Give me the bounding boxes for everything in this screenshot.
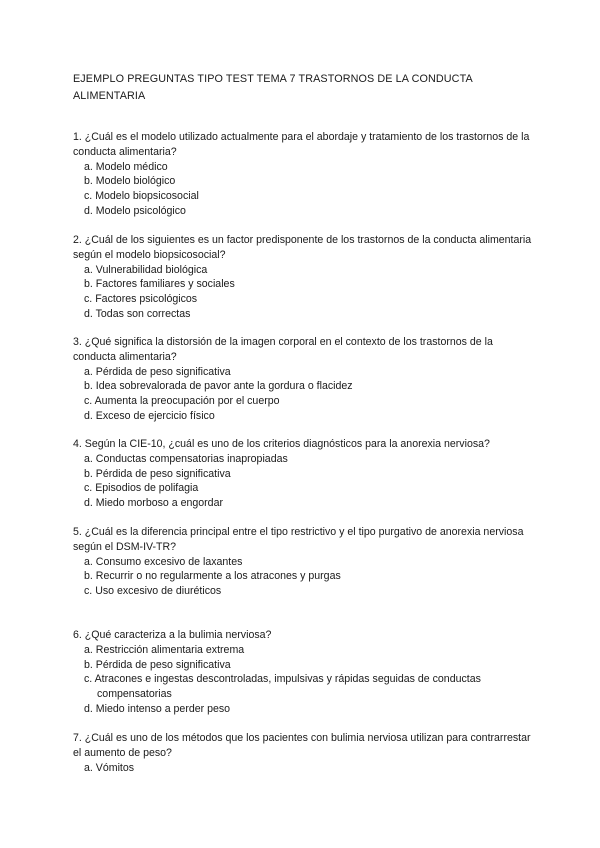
question-4	[73, 437, 535, 511]
option-3d: d. Exceso de ejercicio físico	[84, 409, 215, 422]
question-1-options	[73, 160, 535, 219]
option-2a: a. Vulnerabilidad biológica	[84, 263, 208, 276]
option-2b: b. Factores familiares y sociales	[84, 278, 235, 291]
question-1-text: 1. ¿Cuál es el modelo utilizado actualmente para el abordaje y tratamiento de los trastornos de la conducta alimentaria?	[73, 131, 530, 158]
option-4a: a. Conductas compensatorias inapropiadas	[84, 452, 288, 465]
option-4d: d. Miedo morboso a engordar	[84, 497, 223, 510]
question-3	[73, 335, 535, 424]
document-title: EJEMPLO PREGUNTAS TIPO TEST TEMA 7 TRASTORNOS DE LA CONDUCTA ALIMENTARIA	[73, 73, 473, 102]
question-7-options	[73, 761, 535, 776]
question-7	[73, 731, 535, 775]
option-6c: c. Atracones e ingestas descontroladas, impulsivas y rápidas seguidas de conductas compensatorias	[84, 673, 481, 701]
question-2	[73, 233, 535, 322]
option-3a: a. Pérdida de peso significativa	[84, 365, 231, 378]
option-1c: c. Modelo biopsicosocial	[84, 190, 199, 203]
option-1d: d. Modelo psicológico	[84, 204, 186, 217]
question-4-text: 4. Según la CIE-10, ¿cuál es uno de los criterios diagnósticos para la anorexia nerviosa?	[73, 438, 490, 450]
option-3c: c. Aumenta la preocupación por el cuerpo	[84, 395, 280, 408]
question-5-text: 5. ¿Cuál es la diferencia principal entre el tipo restrictivo y el tipo purgativo de anorexia nerviosa según el DSM-IV-TR?	[73, 526, 524, 553]
option-1a: a. Modelo médico	[84, 160, 168, 173]
question-6-options	[73, 643, 535, 717]
question-5-options	[73, 555, 535, 599]
option-6b: b. Pérdida de peso significativa	[84, 658, 231, 671]
option-5c: c. Uso excesivo de diuréticos	[84, 585, 222, 598]
option-4b: b. Pérdida de peso significativa	[84, 467, 231, 480]
question-5	[73, 525, 535, 599]
question-3-options	[73, 365, 535, 424]
option-6a: a. Restricción alimentaria extrema	[84, 643, 245, 656]
option-2d: d. Todas son correctas	[84, 307, 191, 320]
question-2-options	[73, 263, 535, 322]
option-1b: b. Modelo biológico	[84, 175, 176, 188]
option-5b: b. Recurrir o no regularmente a los atracones y purgas	[84, 570, 341, 583]
question-2-text: 2. ¿Cuál de los siguientes es un factor predisponente de los trastornos de la conducta alimentaria según el modelo biopsicosocial?	[73, 234, 532, 261]
option-3b: b. Idea sobrevalorada de pavor ante la gordura o flacidez	[84, 380, 353, 393]
question-3-text: 3. ¿Qué significa la distorsión de la imagen corporal en el contexto de los trastornos de la conducta alimentaria?	[73, 336, 493, 363]
question-7-text: 7. ¿Cuál es uno de los métodos que los pacientes con bulimia nerviosa utilizan para contrarrestar el aumento de peso?	[73, 732, 531, 759]
option-7a: a. Vómitos	[84, 761, 135, 774]
option-4c: c. Episodios de polifagia	[84, 482, 199, 495]
option-6d: d. Miedo intenso a perder peso	[84, 702, 231, 715]
question-6	[73, 628, 535, 717]
question-6-text: 6. ¿Qué caracteriza a la bulimia nerviosa?	[73, 629, 272, 641]
option-5a: a. Consumo excesivo de laxantes	[84, 555, 243, 568]
option-2c: c. Factores psicológicos	[84, 293, 198, 306]
question-4-options	[73, 452, 535, 511]
question-1	[73, 130, 535, 219]
